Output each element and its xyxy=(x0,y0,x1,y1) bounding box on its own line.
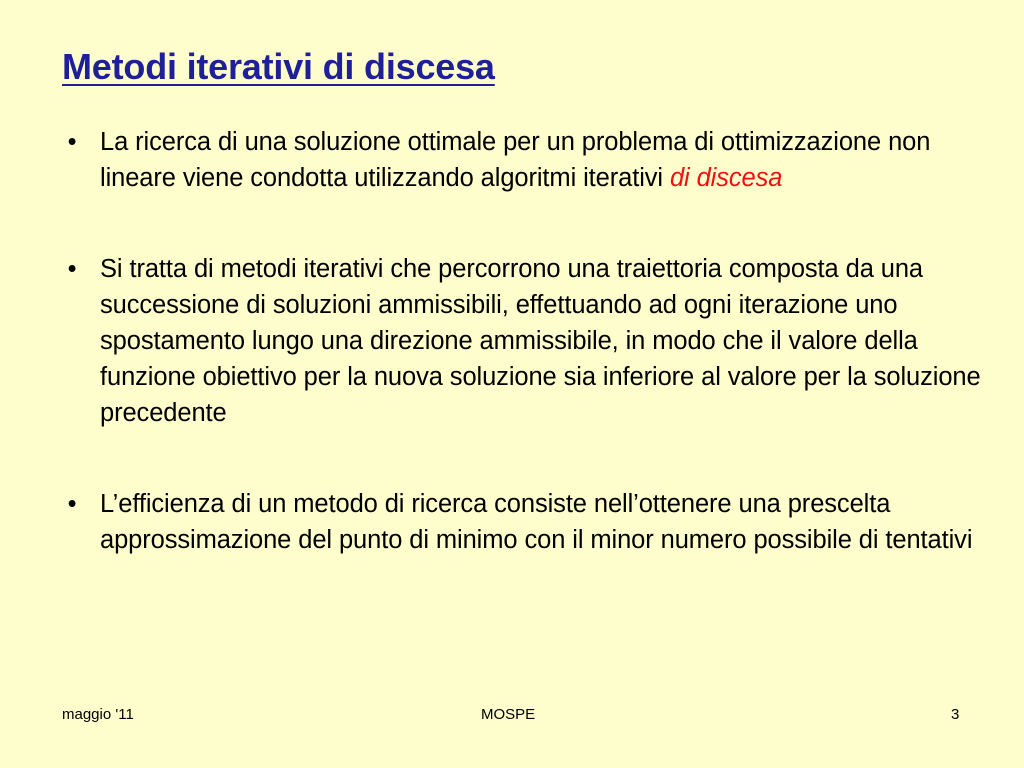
slide-number: 3 xyxy=(951,706,960,723)
bullet-text: Si tratta di metodi iterativi che percorrono una traiettoria composta da una successione di soluzioni ammissibili, effettuando ad ogni iterazione uno spostamento lungo una direzione ammissibile, in modo che il valore della funzione obiettivo per la nuova soluzione sia inferiore al valore per la soluzione precedente xyxy=(100,255,981,427)
slide-title: Metodi iterativi di discesa xyxy=(62,46,495,87)
bullet-item-1 xyxy=(62,124,992,196)
bullet-icon: • xyxy=(67,255,77,283)
emphasis-text: di discesa xyxy=(669,164,783,192)
bullet-text: L’efficienza di un metodo di ricerca consiste nell’ottenere una prescelta approssimazione del punto di minimo con il minor numero possibile di tentativi xyxy=(100,490,973,554)
bullet-icon: • xyxy=(67,128,77,156)
bullet-item-3 xyxy=(62,486,992,558)
bullet-text: La ricerca di una soluzione ottimale per un problema di ottimizzazione non lineare viene condotta utilizzando algoritmi iterativi xyxy=(100,128,931,192)
bullet-icon: • xyxy=(67,490,77,518)
bullet-list xyxy=(62,124,992,558)
bullet-item-2 xyxy=(62,251,992,431)
footer-date: maggio '11 xyxy=(62,706,134,723)
footer-title: MOSPE xyxy=(481,706,536,723)
